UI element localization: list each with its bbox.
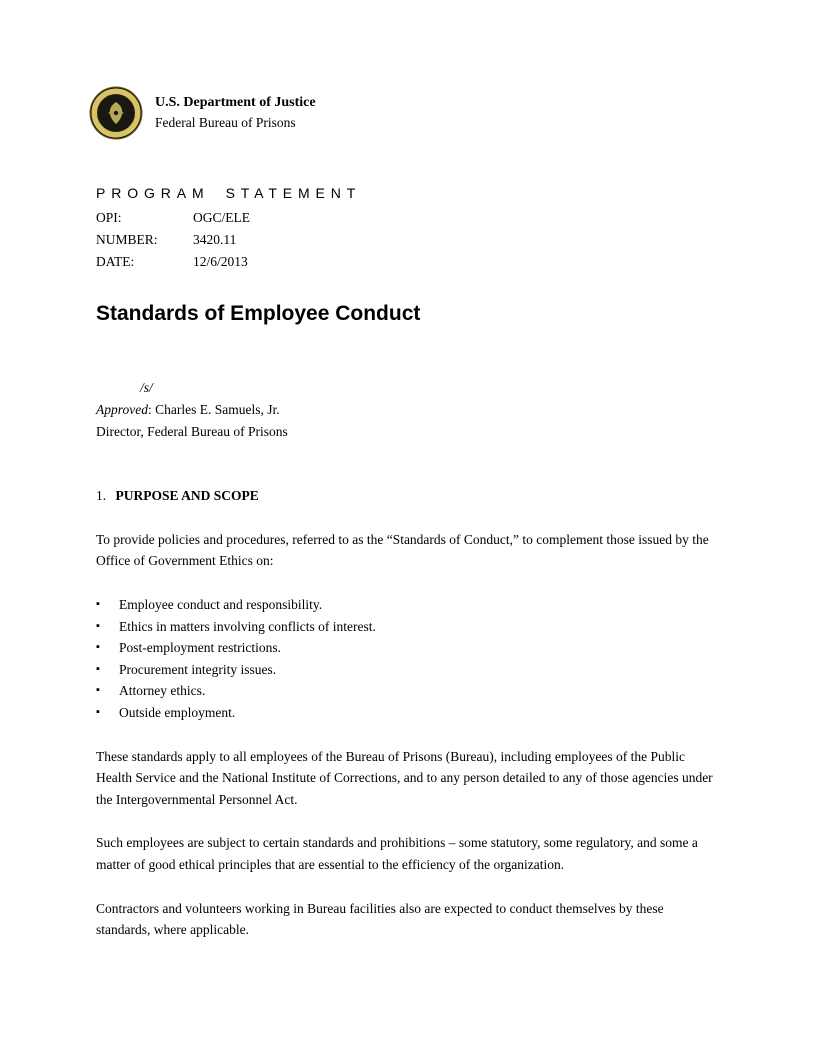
header-text: [155, 92, 316, 135]
bullet-marker-icon: ▪: [96, 684, 100, 697]
document-title: Standards of Employee Conduct: [96, 302, 421, 326]
list-item: [96, 637, 720, 659]
list-item: [96, 680, 720, 702]
approved-line: [96, 399, 720, 421]
field-value-date: 12/6/2013: [193, 253, 248, 269]
bullet-text: Attorney ethics.: [119, 683, 206, 699]
field-row-opi: [96, 207, 720, 229]
field-row-date: [96, 251, 720, 273]
list-item: [96, 616, 720, 638]
paragraph-subject: Such employees are subject to certain standards and prohibitions – some statutory, some regulatory, and some a matter of good ethical principles that are essential to the efficiency of the organization.: [96, 835, 698, 872]
director-line: Director, Federal Bureau of Prisons: [96, 423, 288, 439]
bullet-marker-icon: ▪: [96, 706, 100, 718]
bullet-text: Procurement integrity issues.: [119, 661, 277, 677]
paragraph-apply: These standards apply to all employees of the Bureau of Prisons (Bureau), including employees of the Public Health Service and the National Institute of Corrections, and to any person detailed to any of those agencies under the Intergovernmental Personnel Act.: [96, 748, 713, 807]
field-row-number: [96, 229, 720, 251]
bullet-marker-icon: ▪: [96, 598, 100, 611]
agency-name: U.S. Department of Justice: [155, 94, 316, 110]
field-label-number: NUMBER:: [96, 231, 158, 247]
section-heading: [96, 485, 720, 507]
document-header: [89, 0, 720, 140]
bureau-name: Federal Bureau of Prisons: [155, 115, 296, 131]
approved-name: : Charles E. Samuels, Jr.: [147, 402, 280, 418]
approval-block: [96, 377, 720, 442]
bullet-list: [96, 594, 720, 724]
field-value-opi: OGC/ELE: [193, 210, 250, 226]
doj-seal-icon: [89, 86, 143, 140]
bullet-text: Employee conduct and responsibility.: [119, 597, 323, 613]
bullet-marker-icon: ▪: [96, 619, 100, 632]
list-item: [96, 659, 720, 681]
approved-label: Approved: [96, 402, 148, 418]
bullet-marker-icon: ▪: [96, 641, 100, 654]
bullet-text: Outside employment.: [119, 705, 236, 720]
section-title: PURPOSE AND SCOPE: [115, 488, 259, 504]
bullet-text: Post-employment restrictions.: [119, 640, 281, 656]
field-value-number: 3420.11: [193, 231, 237, 247]
list-item: [96, 702, 720, 724]
field-label-opi: OPI:: [96, 210, 122, 226]
program-statement-block: [96, 182, 720, 272]
paragraph-contractors: Contractors and volunteers working in Bureau facilities also are expected to conduct themselves by these standards, where applicable.: [96, 900, 664, 938]
program-statement-heading: PROGRAM STATEMENT: [96, 185, 362, 201]
paragraph-intro: To provide policies and procedures, referred to as the “Standards of Conduct,” to complement those issued by the Office of Government Ethics on:: [96, 531, 709, 569]
field-label-date: DATE:: [96, 253, 135, 269]
list-item: [96, 594, 720, 616]
signature-mark: /s/: [140, 380, 153, 396]
bullet-text: Ethics in matters involving conflicts of interest.: [119, 618, 376, 634]
section-number: 1.: [96, 488, 107, 504]
bullet-marker-icon: ▪: [96, 662, 100, 675]
